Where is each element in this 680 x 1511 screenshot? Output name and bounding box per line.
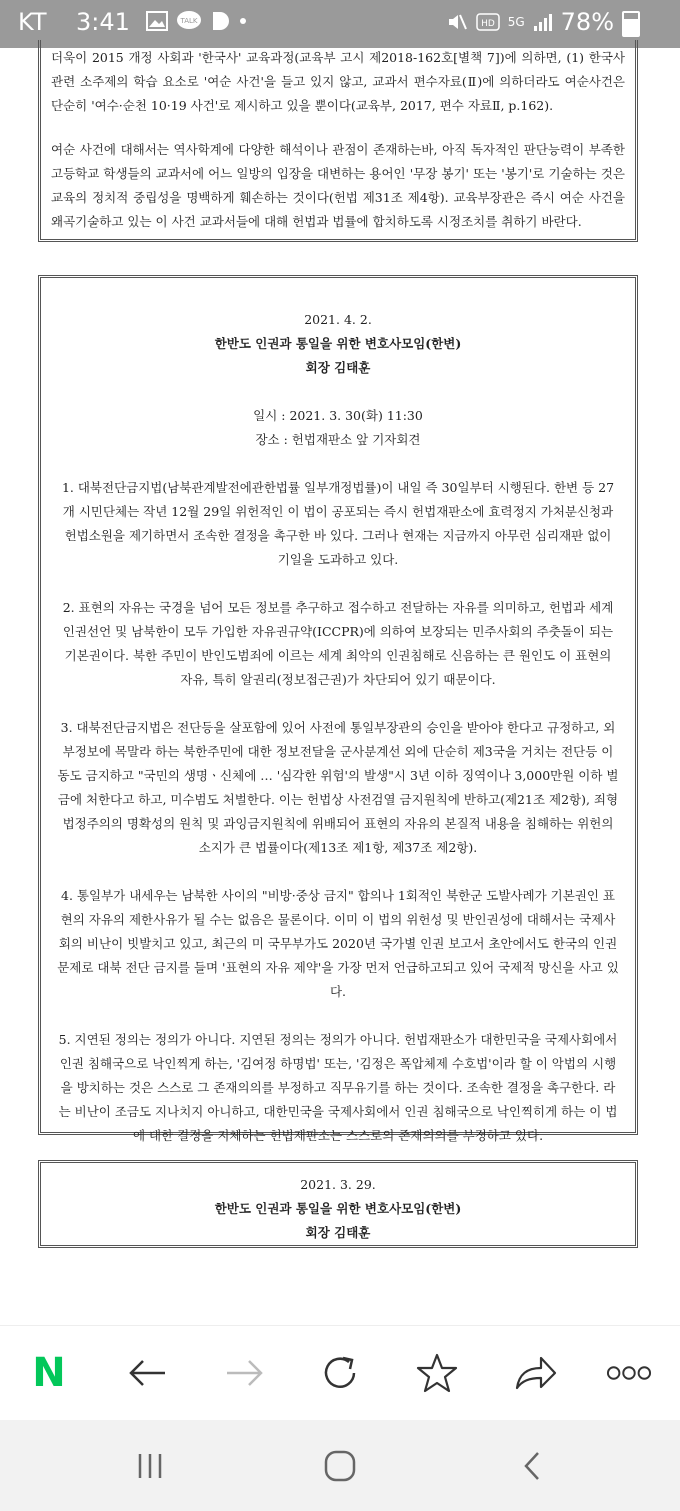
back-button[interactable] [124,1350,170,1396]
naver-logo: N [32,1350,66,1396]
release-paragraph-3: 3. 대북전단금지법은 전단등을 살포함에 있어 사전에 통일부장관의 승인을 받아야 한다고 규정하고, 외부정보에 목말라 하는 북한주민에 대한 정보전달을 군사분계선 외에 단순히 제3국을 거치는 전단등 이동도 금지하고 "국민의 생명ㆍ신체에 … '심각한 위험'의 발생"시 3년 이하 징역이나 3,000만원 이하 벌금에 처한다고 하고, 미수범도 처벌한다. 이는 헌법상 사전검열 금지원칙에 반하고(제21조 제2항), 죄형법정주의의 명확성의 원칙 및 과잉금지원칙에 위배되어 표현의 자유의 본질적 내용을 침해하는 위헌의 소지가 큰 법률이다(제13조 제1항, 제37조 제2항). [57,720,619,855]
browser-toolbar [0,1325,680,1421]
bookmark-button[interactable] [414,1350,460,1396]
release-paragraph-1: 1. 대북전단금지법(남북관계발전에관한법률 일부개정법률)이 내일 즉 30일부터 시행된다. 한변 등 27개 시민단체는 작년 12월 29일 위헌적인 이 법이 공포되는 즉시 헌법재판소에 효력정지 가처분신청과 헌법소원을 제기하면서 조속한 결정을 촉구한 바 있다. 그러나 현재는 지금까지 아무런 심리재판 없이 기일을 도과하고 있다. [61,480,615,567]
mute-icon [446,11,468,33]
gallery-icon [146,11,168,31]
system-back-button[interactable] [510,1446,554,1486]
release-paragraph-2: 2. 표현의 자유는 국경을 넘어 모든 정보를 추구하고 접수하고 전달하는 자유를 의미하고, 헌법과 세계인권선언 및 남북한이 모두 가입한 자유권규약(ICCPR)에 의하여 보장되는 민주사회의 주춧돌이 되는 기본권이다. 북한 주민이 반인도범죄에 이르는 세계 최악의 인권침해로 신음하는 큰 원인도 이 표현의 자유, 특히 알권리(정보접근권)가 차단되어 있기 때문이다. [62,600,614,687]
share-button[interactable] [512,1350,558,1396]
signal-icon [533,12,553,32]
document-box-press-release [38,275,638,1143]
d-app-icon [210,10,230,32]
star-icon [416,1352,458,1394]
document-box-signature [38,1160,638,1248]
org-name: 한반도 인권과 통일을 위한 변호사모임(한변) [214,336,462,351]
arrow-left-icon [127,1357,167,1389]
naver-home-button[interactable] [26,1350,72,1396]
clock: 3:41 [76,8,130,36]
chevron-left-icon [520,1450,544,1482]
chair-name: 회장 김태훈 [305,360,371,375]
event-place: 장소 : 헌법재판소 앞 기자회견 [255,432,421,447]
signature-org: 한반도 인권과 통일을 위한 변호사모임(한변) [214,1201,462,1216]
signature-date: 2021. 3. 29. [300,1177,376,1192]
home-icon [323,1449,357,1483]
release-date: 2021. 4. 2. [304,312,372,327]
dot-icon [238,16,248,26]
arrow-right-icon [225,1357,265,1389]
svg-text:HD: HD [480,19,495,29]
hd-icon [476,13,500,31]
system-indicators [446,8,640,36]
network-type: 5G [507,15,525,29]
release-paragraph-4: 4. 통일부가 내세우는 남북한 사이의 "비방·중상 금지" 합의나 1회적인 북한군 도발사례가 기본권인 표현의 자유의 제한사유가 될 수는 없음은 물론이다. 이미 이 법의 위헌성 및 반인권성에 대해서는 국제사회의 비난이 빗발치고 있고, 최근의 미 국무부가도 2020년 국가별 인권 보고서 초안에서도 한국의 인권 문제로 대북 전단 금지를 들며 '표현의 자유 제약'을 가장 먼저 언급하고되고 있어 국제적 망신을 사고 있다. [57,888,619,999]
reload-icon [319,1352,361,1394]
talk-icon [176,10,202,32]
system-nav-bar [0,1420,680,1511]
forward-button[interactable] [222,1350,268,1396]
intro-paragraph-2: 여순 사건에 대해서는 역사학계에 다양한 해석이나 관점이 존재하는바, 아직 독자적인 판단능력이 부족한 고등학교 학생들의 교과서에 어느 일방의 입장을 대변하는 용어인 '무장 봉기' 또는 '봉기'로 기술하는 것은 교육의 정치적 중립성을 명백하게 훼손하는 것이다(헌법 제31조 제4항). 교육부장관은 즉시 여순 사건을 왜곡기술하고 있는 이 사건 교과서들에 대해 헌법과 법률에 합치하도록 시정조치를 취하기 바란다. [51,142,625,229]
reload-button[interactable] [317,1350,363,1396]
carrier-label: KT [18,8,47,36]
signature-chair: 회장 김태훈 [305,1225,371,1240]
document-box-intro [38,40,638,242]
battery-icon [622,11,640,37]
event-time: 일시 : 2021. 3. 30(화) 11:30 [253,408,423,423]
battery-percent: 78% [560,8,614,36]
notification-icons [146,10,248,32]
release-paragraph-5: 5. 지연된 정의는 정의가 아니다. 지연된 정의는 정의가 아니다. 헌법재판소가 대한민국을 국제사회에서 인권 침해국으로 낙인찍게 하는, '김여정 하명법' 또는, '김정은 폭압체제 수호법'이라 할 이 악법의 시행을 방치하는 것은 스스로 그 존재의의를 부정하고 직무유기를 하는 것이다. 조속한 결정을 촉구한다. 라는 비난이 조금도 지나치지 아니하고, 대한민국을 국제사회에서 인권 침해국으로 낙인찍히게 하는 이 법에 대한 결정을 지체하는 헌법재판소는 스스로의 존재의의를 부정하고 있다. [58,1032,618,1143]
recent-apps-button[interactable] [128,1446,172,1486]
intro-paragraph-1: 더욱이 2015 개정 사회과 '한국사' 교육과정(교육부 고시 제2018-162호[별책 7])에 의하면, (1) 한국사 관련 소주제의 학습 요소로 '여순 사건'을 들고 있지 않고, 교과서 편수자료(Ⅱ)에 의하더라도 여순사건은 단순히 '여수·순천 10·19 사건'로 제시하고 있을 뿐이다(교육부, 2017, 편수 자료Ⅱ, p.162). [51,50,625,113]
svg-text:TALK: TALK [180,17,198,25]
more-menu-button[interactable] [606,1350,652,1396]
recent-apps-icon [135,1451,165,1481]
share-icon [513,1354,557,1392]
home-button[interactable] [318,1446,362,1486]
more-icon [606,1365,652,1381]
